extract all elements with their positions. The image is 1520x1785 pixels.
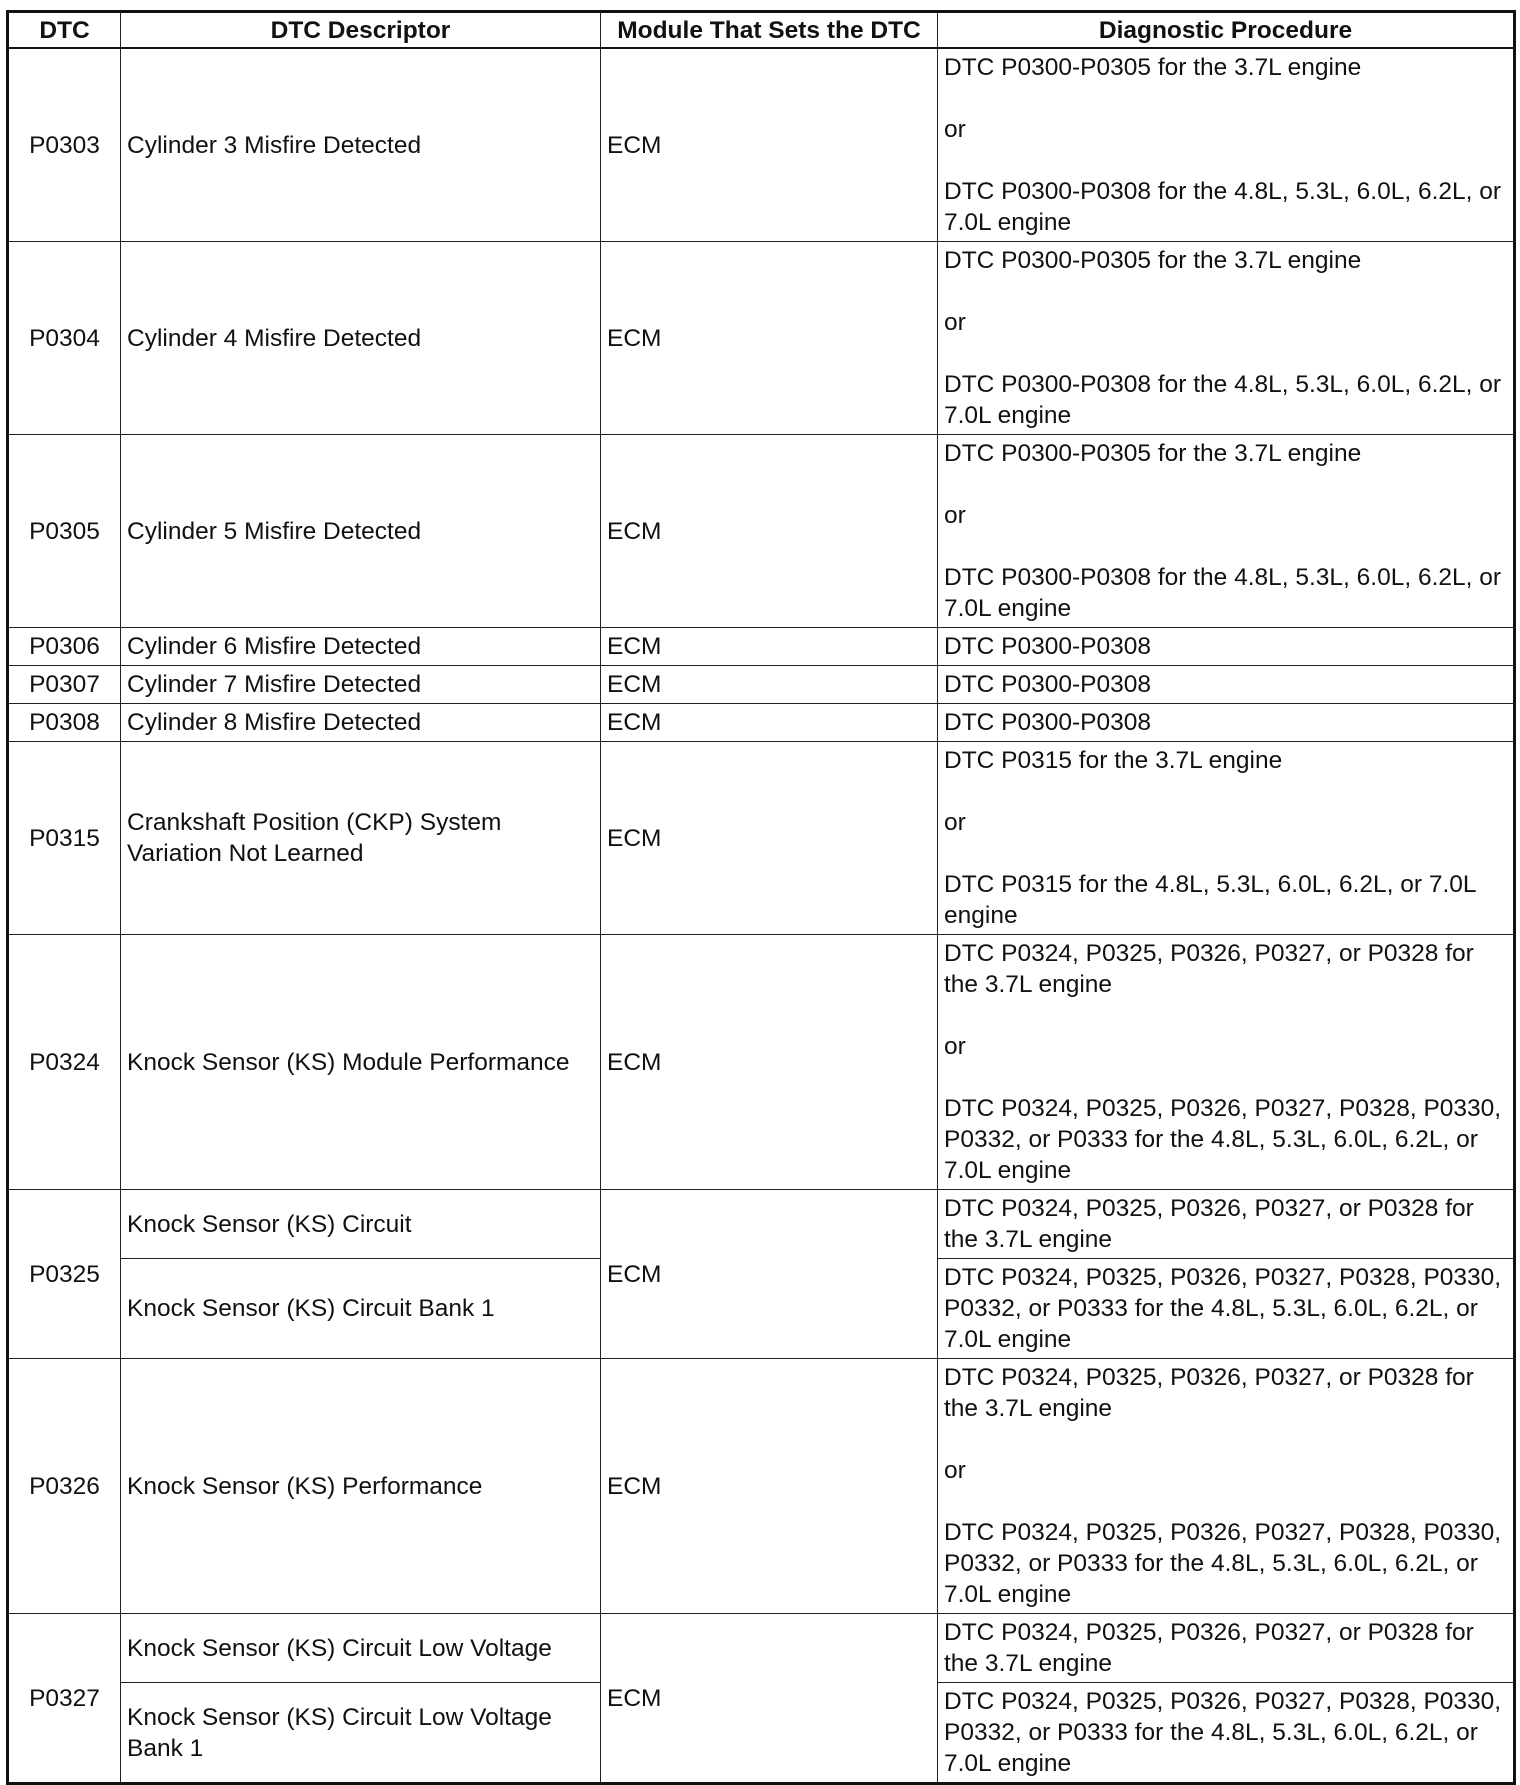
dtc-descriptor-cell: Knock Sensor (KS) Circuit Low Voltage — [121, 1614, 601, 1683]
procedure-line: DTC P0300-P0308 for the 4.8L, 5.3L, 6.0L, 6.2L, or 7.0L engine — [944, 564, 1502, 622]
dtc-code-cell: P0327 — [8, 1614, 121, 1784]
procedure-line: DTC P0300-P0305 for the 3.7L engine — [944, 247, 1362, 274]
procedure-or: or — [944, 1457, 966, 1484]
diagnostic-procedure-cell — [938, 628, 1515, 666]
procedure-or: or — [944, 309, 966, 336]
table-body — [8, 48, 1515, 1784]
dtc-descriptor-cell: Cylinder 4 Misfire Detected — [121, 242, 601, 435]
procedure-line: DTC P0315 for the 4.8L, 5.3L, 6.0L, 6.2L, or 7.0L engine — [944, 871, 1476, 929]
procedure-line: DTC P0300-P0308 for the 4.8L, 5.3L, 6.0L, 6.2L, or 7.0L engine — [944, 371, 1502, 429]
dtc-descriptor-cell: Knock Sensor (KS) Performance — [121, 1359, 601, 1614]
procedure-or: or — [944, 502, 966, 529]
table-row — [8, 628, 1515, 666]
dtc-descriptor-cell: Crankshaft Position (CKP) System Variation Not Learned — [121, 742, 601, 935]
procedure-line: DTC P0324, P0325, P0326, P0327, P0328, P0330, P0332, or P0333 for the 4.8L, 5.3L, 6.0L, 6.2L, or 7.0L engine — [944, 1519, 1502, 1608]
dtc-code-cell: P0324 — [8, 935, 121, 1190]
module-cell: ECM — [601, 704, 938, 742]
table-row — [8, 242, 1515, 435]
module-cell: ECM — [601, 666, 938, 704]
procedure-line: DTC P0300-P0308 for the 4.8L, 5.3L, 6.0L, 6.2L, or 7.0L engine — [944, 178, 1502, 236]
module-cell: ECM — [601, 48, 938, 242]
dtc-code-cell: P0308 — [8, 704, 121, 742]
dtc-code-cell: P0305 — [8, 435, 121, 628]
dtc-code-cell: P0306 — [8, 628, 121, 666]
diagnostic-procedure-cell — [938, 435, 1515, 628]
diagnostic-procedure-cell: DTC P0324, P0325, P0326, P0327, or P0328 for the 3.7L engine — [938, 1190, 1515, 1259]
table-row — [8, 704, 1515, 742]
diagnostic-procedure-cell — [938, 48, 1515, 242]
procedure-line: DTC P0300-P0308 — [944, 709, 1152, 736]
procedure-or: or — [944, 1033, 966, 1060]
dtc-table — [6, 10, 1516, 1785]
dtc-code-cell: P0315 — [8, 742, 121, 935]
dtc-descriptor-cell: Knock Sensor (KS) Circuit — [121, 1190, 601, 1259]
diagnostic-procedure-cell — [938, 935, 1515, 1190]
header-dtc: DTC — [8, 12, 121, 49]
diagnostic-procedure-cell: DTC P0324, P0325, P0326, P0327, P0328, P0330, P0332, or P0333 for the 4.8L, 5.3L, 6.0L, 6.2L, or 7.0L engine — [938, 1259, 1515, 1359]
diagnostic-procedure-cell: DTC P0324, P0325, P0326, P0327, P0328, P0330, P0332, or P0333 for the 4.8L, 5.3L, 6.0L, 6.2L, or 7.0L engine — [938, 1683, 1515, 1784]
dtc-code-cell: P0325 — [8, 1190, 121, 1359]
procedure-line: DTC P0300-P0308 — [944, 671, 1152, 698]
table-row — [8, 1614, 1515, 1683]
diagnostic-procedure-cell — [938, 704, 1515, 742]
module-cell: ECM — [601, 935, 938, 1190]
header-descriptor: DTC Descriptor — [121, 12, 601, 49]
diagnostic-procedure-cell: DTC P0324, P0325, P0326, P0327, or P0328 for the 3.7L engine — [938, 1614, 1515, 1683]
table-row — [8, 1359, 1515, 1614]
dtc-descriptor-cell: Cylinder 8 Misfire Detected — [121, 704, 601, 742]
table-row — [8, 666, 1515, 704]
procedure-or: or — [944, 116, 966, 143]
dtc-code-cell: P0326 — [8, 1359, 121, 1614]
dtc-descriptor-cell: Cylinder 6 Misfire Detected — [121, 628, 601, 666]
diagnostic-procedure-cell — [938, 242, 1515, 435]
dtc-descriptor-cell: Knock Sensor (KS) Circuit Low Voltage Bank 1 — [121, 1683, 601, 1784]
dtc-descriptor-cell: Cylinder 5 Misfire Detected — [121, 435, 601, 628]
dtc-descriptor-cell: Cylinder 3 Misfire Detected — [121, 48, 601, 242]
table-row — [8, 48, 1515, 242]
module-cell: ECM — [601, 742, 938, 935]
procedure-line: DTC P0300-P0308 — [944, 633, 1152, 660]
procedure-line: DTC P0324, P0325, P0326, P0327, P0328, P0330, P0332, or P0333 for the 4.8L, 5.3L, 6.0L, 6.2L, or 7.0L engine — [944, 1095, 1502, 1184]
dtc-code-cell: P0303 — [8, 48, 121, 242]
module-cell: ECM — [601, 435, 938, 628]
header-row — [8, 12, 1515, 49]
dtc-descriptor-cell: Knock Sensor (KS) Circuit Bank 1 — [121, 1259, 601, 1359]
procedure-or: or — [944, 809, 966, 836]
dtc-descriptor-cell: Cylinder 7 Misfire Detected — [121, 666, 601, 704]
module-cell: ECM — [601, 1614, 938, 1784]
diagnostic-procedure-cell — [938, 666, 1515, 704]
table-row — [8, 935, 1515, 1190]
dtc-descriptor-cell: Knock Sensor (KS) Module Performance — [121, 935, 601, 1190]
table-row — [8, 1190, 1515, 1259]
table-row — [8, 435, 1515, 628]
module-cell: ECM — [601, 242, 938, 435]
procedure-line: DTC P0300-P0305 for the 3.7L engine — [944, 54, 1362, 81]
procedure-line: DTC P0300-P0305 for the 3.7L engine — [944, 440, 1362, 467]
table-row — [8, 742, 1515, 935]
header-module: Module That Sets the DTC — [601, 12, 938, 49]
header-procedure: Diagnostic Procedure — [938, 12, 1515, 49]
module-cell: ECM — [601, 1190, 938, 1359]
procedure-line: DTC P0315 for the 3.7L engine — [944, 747, 1283, 774]
module-cell: ECM — [601, 1359, 938, 1614]
dtc-code-cell: P0304 — [8, 242, 121, 435]
diagnostic-procedure-cell — [938, 742, 1515, 935]
dtc-code-cell: P0307 — [8, 666, 121, 704]
diagnostic-procedure-cell — [938, 1359, 1515, 1614]
procedure-line: DTC P0324, P0325, P0326, P0327, or P0328 for the 3.7L engine — [944, 940, 1474, 998]
procedure-line: DTC P0324, P0325, P0326, P0327, or P0328 for the 3.7L engine — [944, 1364, 1474, 1422]
module-cell: ECM — [601, 628, 938, 666]
